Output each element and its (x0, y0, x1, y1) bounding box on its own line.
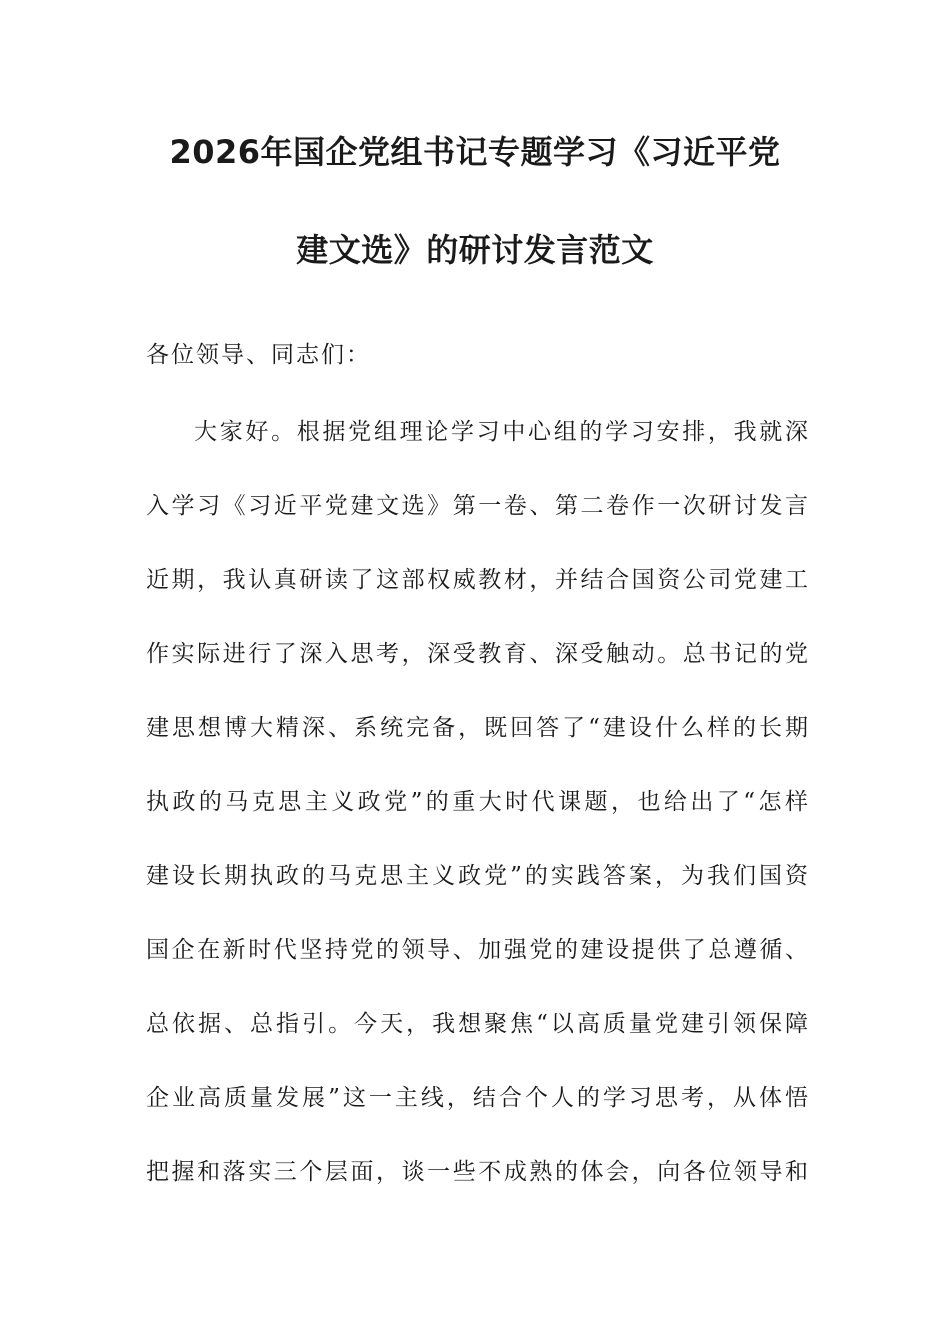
body-line-8: 国企在新时代坚持党的领导、加强党的建设提供了总遵循、 (146, 937, 808, 963)
body-line-6: 执政的马克思主义政党”的重大时代课题，也给出了“怎样 (146, 789, 808, 815)
body-line-5: 建思想博大精深、系统完备，既回答了“建设什么样的长期 (146, 715, 808, 741)
body-line-10: 企业高质量发展”这一主线，结合个人的学习思考，从体悟 (146, 1085, 808, 1111)
body-line-11: 把握和落实三个层面，谈一些不成熟的体会，向各位领导和 (146, 1159, 808, 1185)
body-line-1: 大家好。根据党组理论学习中心组的学习安排，我就深 (194, 419, 808, 445)
body-line-4: 作实际进行了深入思考，深受教育、深受触动。总书记的党 (146, 641, 808, 667)
body-line-7: 建设长期执政的马克思主义政党”的实践答案，为我们国资 (146, 863, 808, 889)
salutation: 各位领导、同志们： (146, 342, 371, 368)
body-line-2: 入学习《习近平党建文选》第一卷、第二卷作一次研讨发言 (146, 493, 808, 519)
body-line-9: 总依据、总指引。今天，我想聚焦“以高质量党建引领保障 (146, 1011, 808, 1037)
document-title-line-1: 2026年国企党组书记专题学习《习近平党 (169, 133, 781, 171)
body-line-3: 近期，我认真研读了这部权威教材，并结合国资公司党建工 (146, 567, 808, 593)
document-title-line-2: 建文选》的研讨发言范文 (296, 231, 654, 269)
